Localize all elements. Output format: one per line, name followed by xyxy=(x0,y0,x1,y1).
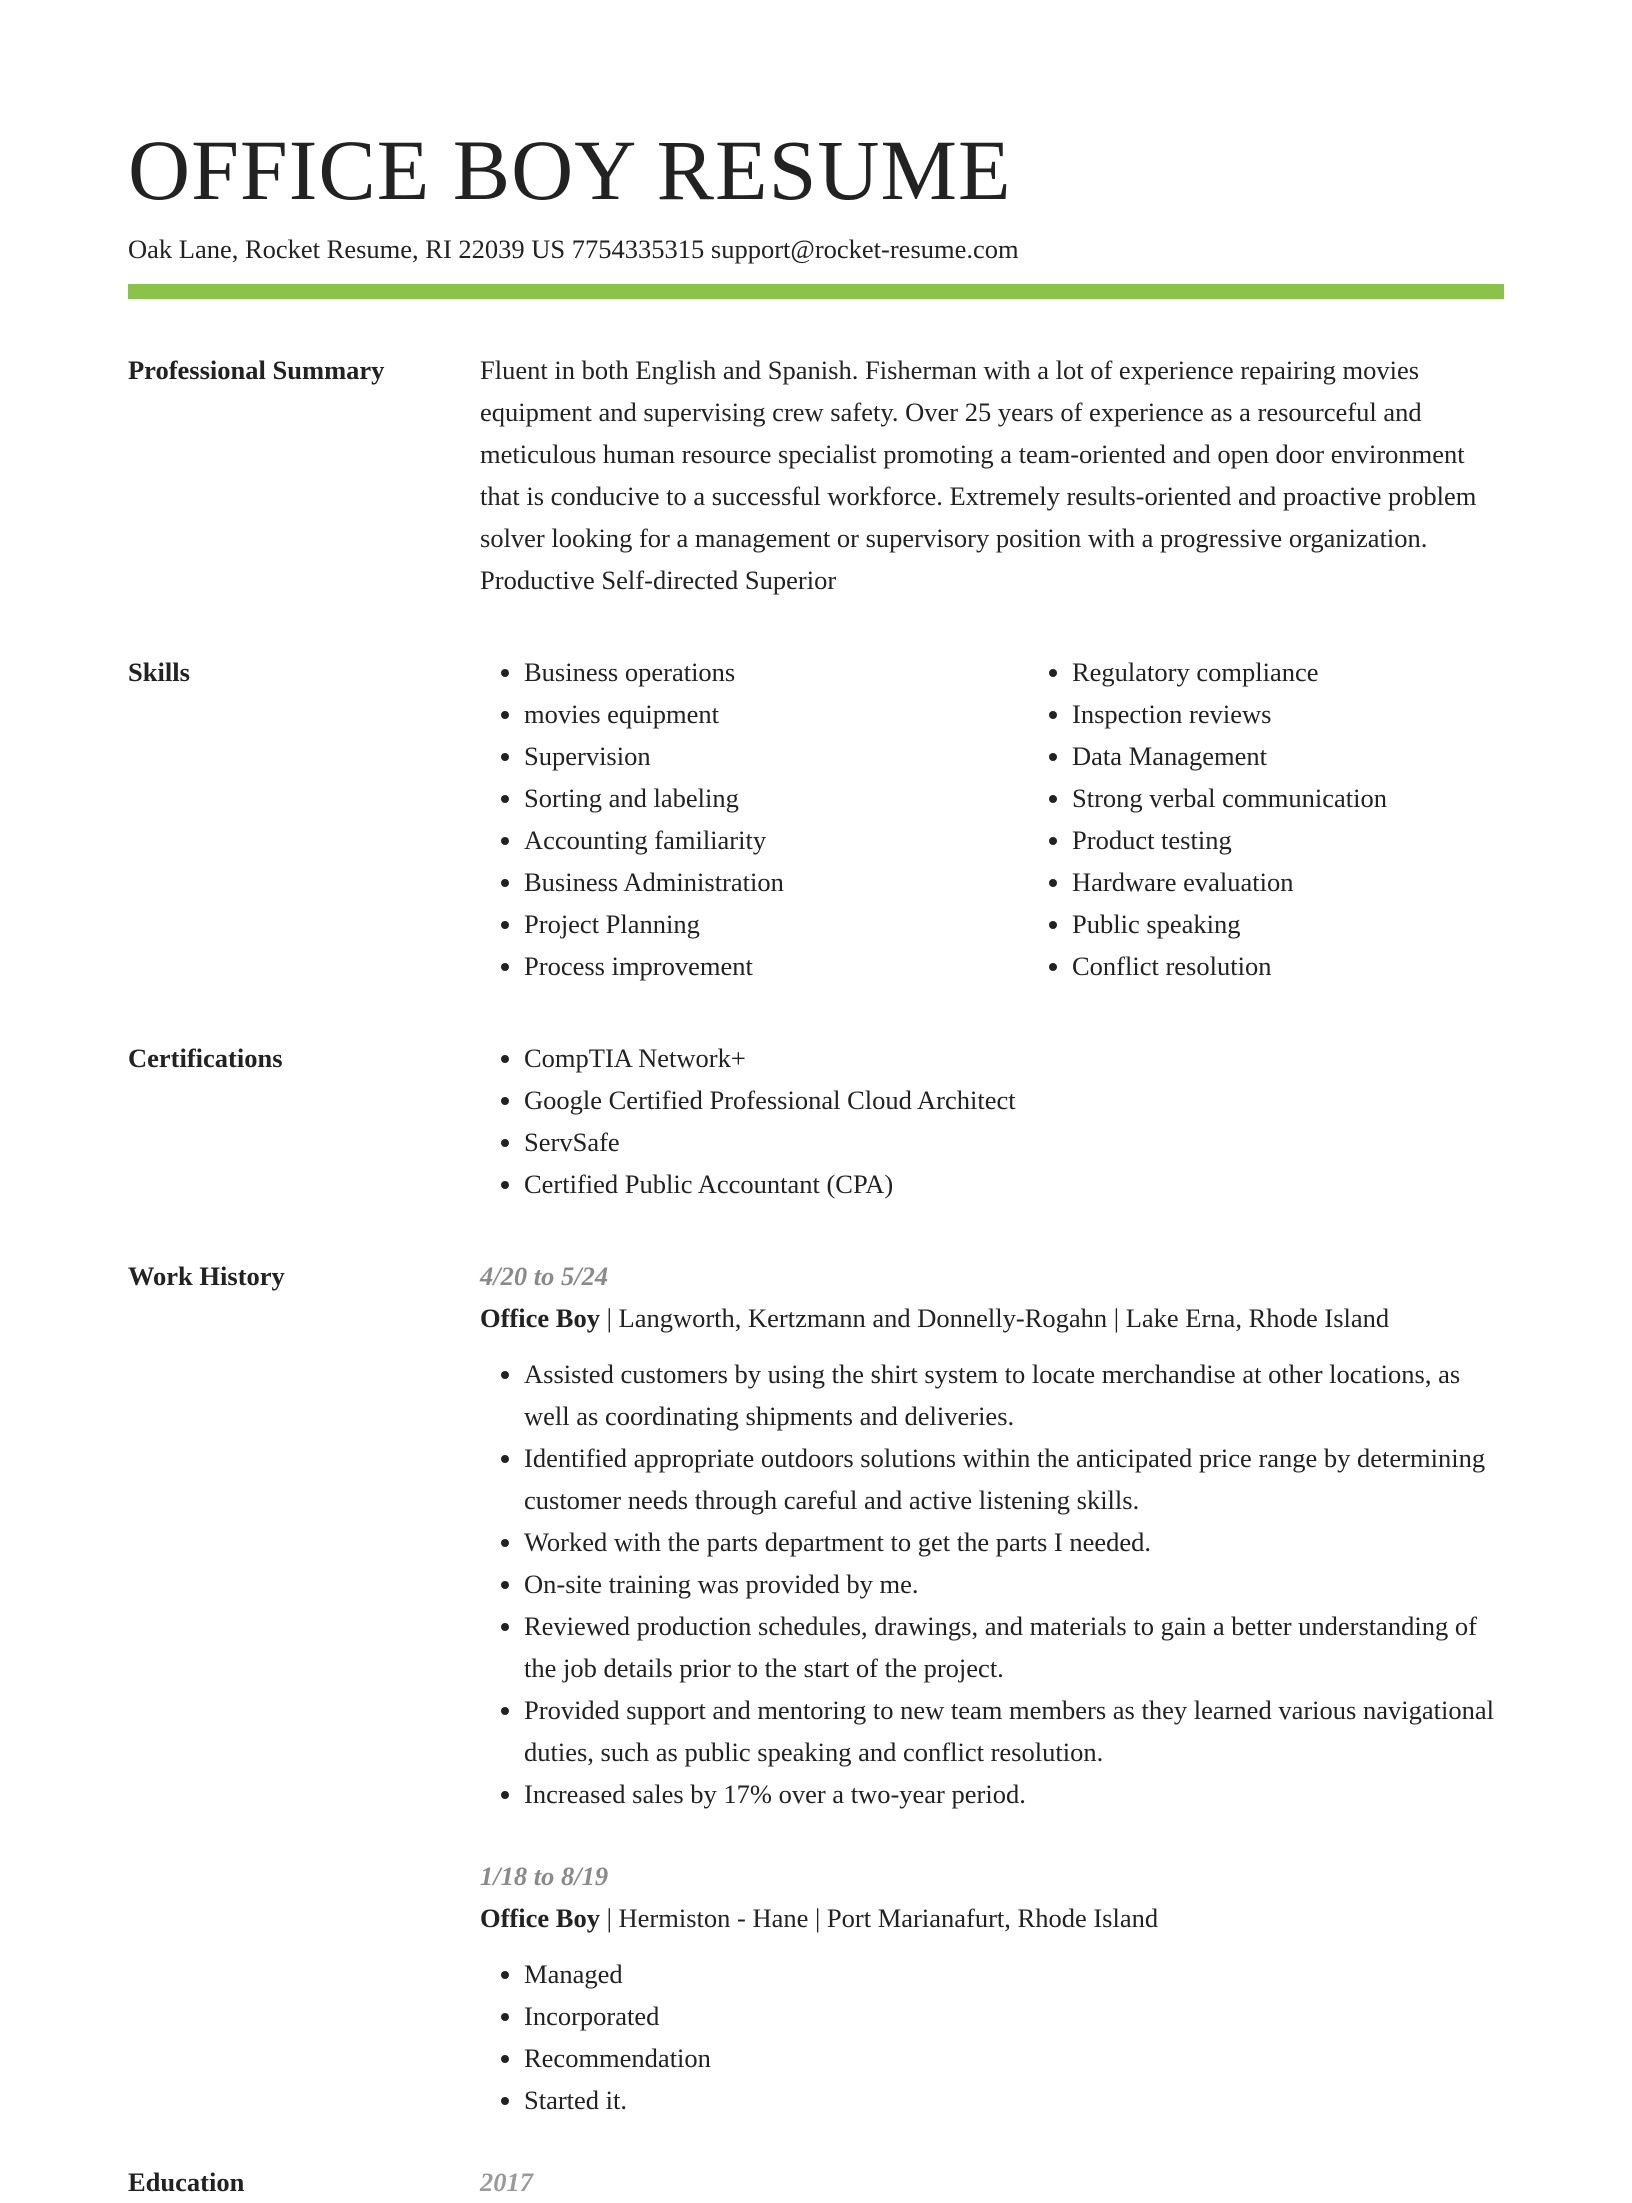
job-heading xyxy=(480,1297,1504,1339)
list-item: • Strong verbal communication xyxy=(1072,777,1576,819)
resume-title: OFFICE BOY RESUME xyxy=(128,122,1012,218)
list-item: • Supervision xyxy=(524,735,1028,777)
list-item: • CompTIA Network+ xyxy=(524,1037,1504,1079)
job-details: | Langworth, Kertzmann and Donnelly-Rogahn | Lake Erna, Rhode Island xyxy=(599,1303,1390,1333)
list-item: • Inspection reviews xyxy=(1072,693,1576,735)
list-item: • Certified Public Accountant (CPA) xyxy=(524,1163,1504,1205)
list-item: • Managed xyxy=(524,1953,1504,1995)
job-heading xyxy=(480,1897,1504,1939)
job-title: Office Boy xyxy=(480,1903,600,1933)
resume-page xyxy=(128,120,1504,2203)
certifications-list xyxy=(480,1037,1504,1205)
list-item: • Regulatory compliance xyxy=(1072,651,1576,693)
summary-section xyxy=(128,349,1504,601)
certifications-section xyxy=(128,1037,1504,1205)
list-item: • Started it. xyxy=(524,2079,1504,2121)
list-item: • Conflict resolution xyxy=(1072,945,1576,987)
education-date: 2017 xyxy=(480,2167,533,2197)
work-history-section xyxy=(128,1255,1504,2161)
list-item: • Google Certified Professional Cloud Architect xyxy=(524,1079,1504,1121)
list-item: • Identified appropriate outdoors solutions within the anticipated price range by determining customer needs through careful and active listening skills. xyxy=(524,1437,1504,1521)
list-item: • Worked with the parts department to get the parts I needed. xyxy=(524,1521,1504,1563)
job-entry xyxy=(480,1255,1504,1815)
list-item: • Hardware evaluation xyxy=(1072,861,1576,903)
skills-section xyxy=(128,651,1504,987)
list-item: • Project Planning xyxy=(524,903,1028,945)
list-item: • Recommendation xyxy=(524,2037,1504,2079)
contact-line: Oak Lane, Rocket Resume, RI 22039 US 7754335315 support@rocket-resume.com xyxy=(128,234,1019,264)
list-item: • Increased sales by 17% over a two-year period. xyxy=(524,1773,1504,1815)
list-item: • Business operations xyxy=(524,651,1028,693)
education-label: Education xyxy=(128,2167,245,2197)
list-item: • Assisted customers by using the shirt system to locate merchandise at other locations, as well as coordinating shipments and deliveries. xyxy=(524,1353,1504,1437)
job-bullets xyxy=(480,1353,1504,1815)
list-item: • Incorporated xyxy=(524,1995,1504,2037)
list-item: • Product testing xyxy=(1072,819,1576,861)
skills-list-right xyxy=(1028,651,1576,987)
list-item: • movies equipment xyxy=(524,693,1028,735)
skills-list-left xyxy=(480,651,1028,987)
list-item: • ServSafe xyxy=(524,1121,1504,1163)
work-history-label: Work History xyxy=(128,1261,285,1291)
list-item: • Process improvement xyxy=(524,945,1028,987)
job-bullets xyxy=(480,1953,1504,2121)
list-item: • Sorting and labeling xyxy=(524,777,1028,819)
summary-text: Fluent in both English and Spanish. Fisherman with a lot of experience repairing movies equipment and supervising crew safety. Over 25 years of experience as a resourceful and meticulous human resource specialist promoting a team-oriented and open door environment that is conducive to a successful workforce. Extremely results-oriented and proactive problem solver looking for a management or supervisory position with a progressive organization. Productive Self-directed Superior xyxy=(480,355,1477,595)
job-title: Office Boy xyxy=(480,1303,600,1333)
job-details: | Hermiston - Hane | Port Marianafurt, Rhode Island xyxy=(599,1903,1159,1933)
accent-divider xyxy=(128,284,1504,299)
list-item: • Business Administration xyxy=(524,861,1028,903)
list-item: • Provided support and mentoring to new team members as they learned various navigational duties, such as public speaking and conflict resolution. xyxy=(524,1689,1504,1773)
job-dates: 1/18 to 8/19 xyxy=(480,1861,609,1891)
list-item: • On-site training was provided by me. xyxy=(524,1563,1504,1605)
list-item: • Accounting familiarity xyxy=(524,819,1028,861)
certifications-label: Certifications xyxy=(128,1043,283,1073)
list-item: • Public speaking xyxy=(1072,903,1576,945)
list-item: • Reviewed production schedules, drawings, and materials to gain a better understanding of the job details prior to the start of the project. xyxy=(524,1605,1504,1689)
skills-label: Skills xyxy=(128,657,190,687)
list-item: • Data Management xyxy=(1072,735,1576,777)
education-section xyxy=(128,2161,1504,2203)
summary-label: Professional Summary xyxy=(128,355,385,385)
job-dates: 4/20 to 5/24 xyxy=(480,1261,609,1291)
job-entry xyxy=(480,1855,1504,2121)
